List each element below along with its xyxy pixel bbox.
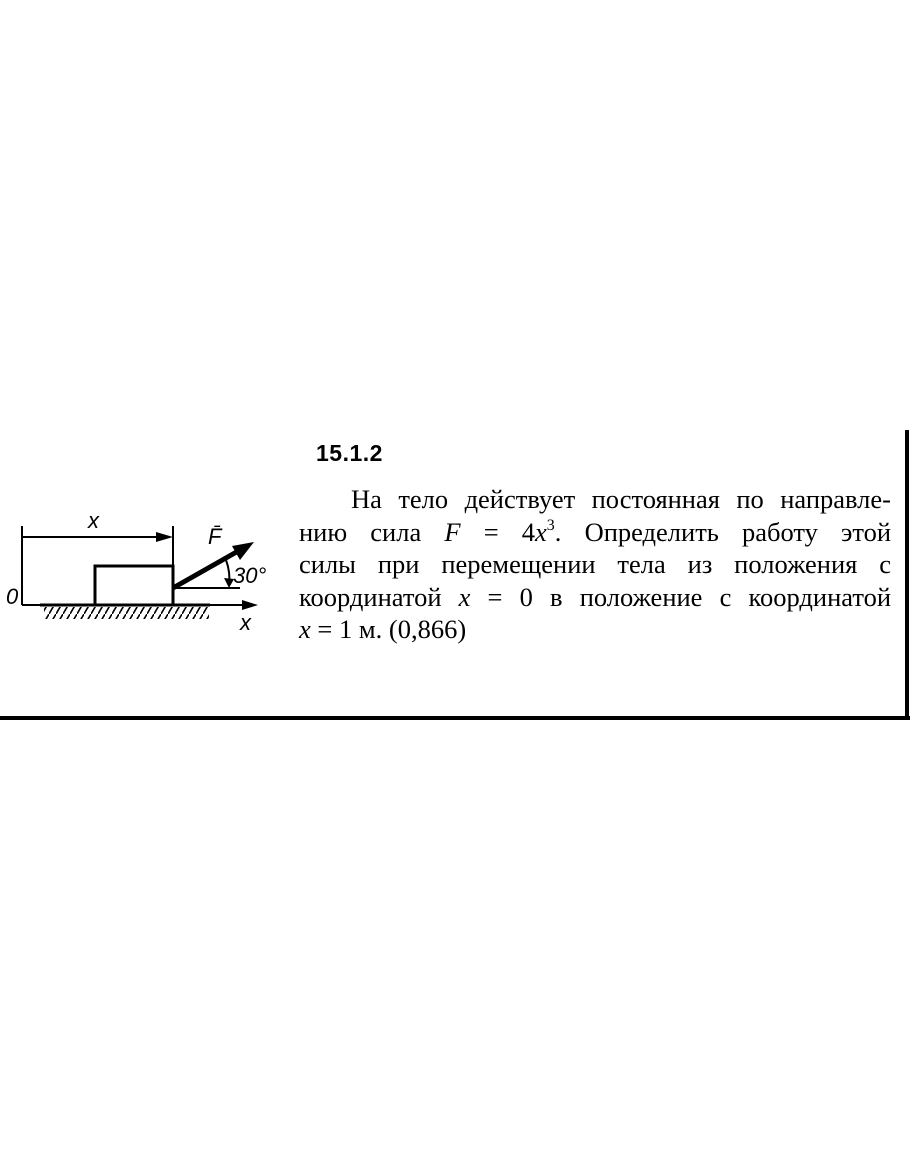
label-force: F̄ [208, 524, 222, 549]
problem-line-5 [299, 613, 891, 646]
label-x-top: x [88, 508, 99, 533]
force-symbol: F [444, 516, 461, 547]
label-x-axis: x [240, 610, 251, 635]
problem-statement [299, 483, 891, 646]
formula-exponent: 3 [546, 516, 555, 534]
x-axis-arrowhead [242, 600, 258, 610]
label-angle: 30° [233, 563, 267, 588]
problem-line-2-text: нию сила [299, 516, 422, 547]
problem-line-4-tail: в положение с координатой [550, 581, 891, 612]
problem-number: 15.1.2 [316, 440, 383, 466]
problem-line-1: На тело действует постоянная по направле- [351, 484, 891, 514]
force-arrowhead [232, 542, 254, 560]
force-diagram [0, 470, 290, 640]
body-block [95, 566, 173, 605]
problem-line-4-text: координатой [299, 581, 442, 612]
problem-line-3: силы при перемещении тела из положения с [299, 549, 891, 579]
ground-hatching [44, 607, 209, 619]
frame-right-border [905, 430, 909, 720]
dimension-arrowhead [156, 532, 173, 542]
problem-line-2-tail: Определить работу этой [584, 516, 892, 547]
formula-variable: x [535, 516, 547, 547]
frame-bottom-border [0, 716, 910, 720]
problem-line-5-text: м. (0,866) [358, 614, 467, 644]
label-origin: 0 [6, 584, 19, 609]
coord-start-value: = 0 [470, 581, 533, 612]
problem-line-4 [299, 581, 891, 614]
coord-variable-end: x [299, 614, 311, 644]
coord-variable-start: x [458, 581, 471, 612]
formula-equals: = 4 [460, 516, 536, 547]
coord-end-value: = 1 [310, 614, 353, 644]
problem-line-2: нию сила $F = 4x^3$. Определить работу этой [299, 516, 892, 547]
